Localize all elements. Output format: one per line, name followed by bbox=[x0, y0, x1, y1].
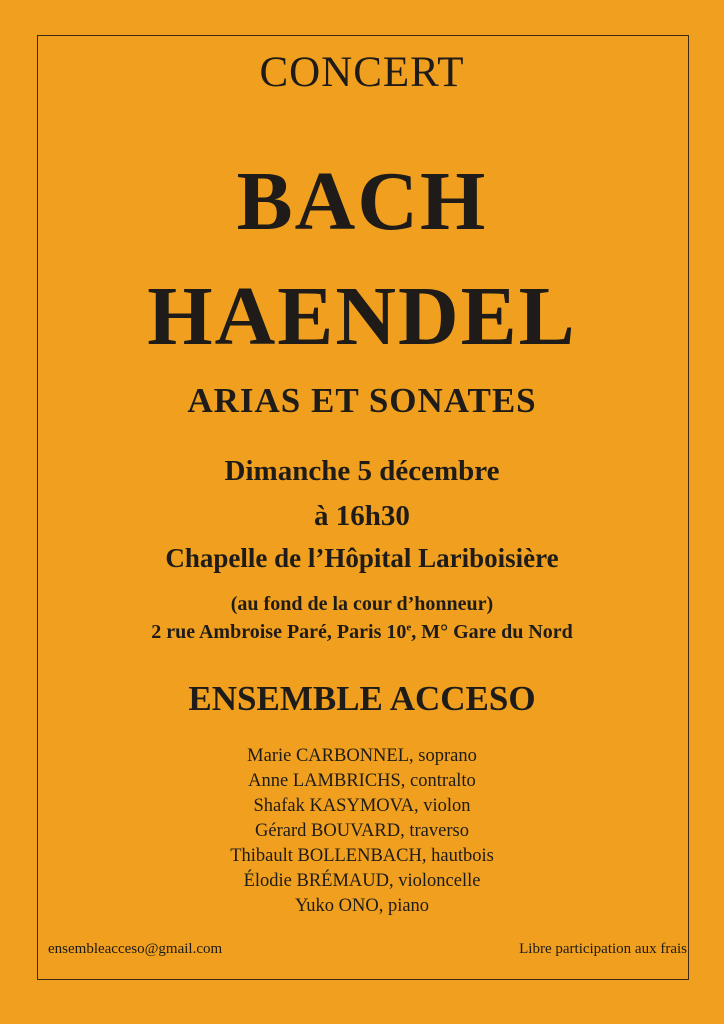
address-street: 2 rue Ambroise Paré, Paris 10 bbox=[151, 621, 407, 643]
member-list bbox=[0, 744, 724, 919]
composer-bach: BACH bbox=[236, 155, 488, 248]
composer-haendel: HAENDEL bbox=[147, 270, 577, 363]
ensemble-name: ENSEMBLE ACCESO bbox=[188, 679, 536, 718]
member-item: Marie CARBONNEL, soprano bbox=[247, 746, 477, 766]
member-item: Thibault BOLLENBACH, hautbois bbox=[230, 846, 494, 866]
participation-note: Libre participation aux frais bbox=[519, 941, 687, 957]
concert-time: à 16h30 bbox=[314, 500, 410, 532]
venue-name: Chapelle de l’Hôpital Lariboisière bbox=[165, 543, 559, 573]
member-item: Yuko ONO, piano bbox=[294, 896, 430, 916]
member-item: Anne LAMBRICHS, contralto bbox=[248, 771, 476, 791]
concert-heading: CONCERT bbox=[259, 49, 465, 96]
venue-address bbox=[0, 621, 724, 644]
address-metro: , M° Gare du Nord bbox=[411, 621, 573, 643]
member-item: Shafak KASYMOVA, violon bbox=[253, 796, 471, 816]
member-item: Élodie BRÉMAUD, violoncelle bbox=[243, 871, 481, 891]
concert-date: Dimanche 5 décembre bbox=[224, 455, 500, 487]
member-item: Gérard BOUVARD, traverso bbox=[255, 821, 469, 841]
program-subtitle: ARIAS ET SONATES bbox=[187, 381, 537, 420]
venue-note: (au fond de la cour d’honneur) bbox=[230, 593, 494, 615]
contact-email: ensembleacceso@gmail.com bbox=[48, 941, 223, 957]
address-superscript: e bbox=[406, 621, 412, 634]
